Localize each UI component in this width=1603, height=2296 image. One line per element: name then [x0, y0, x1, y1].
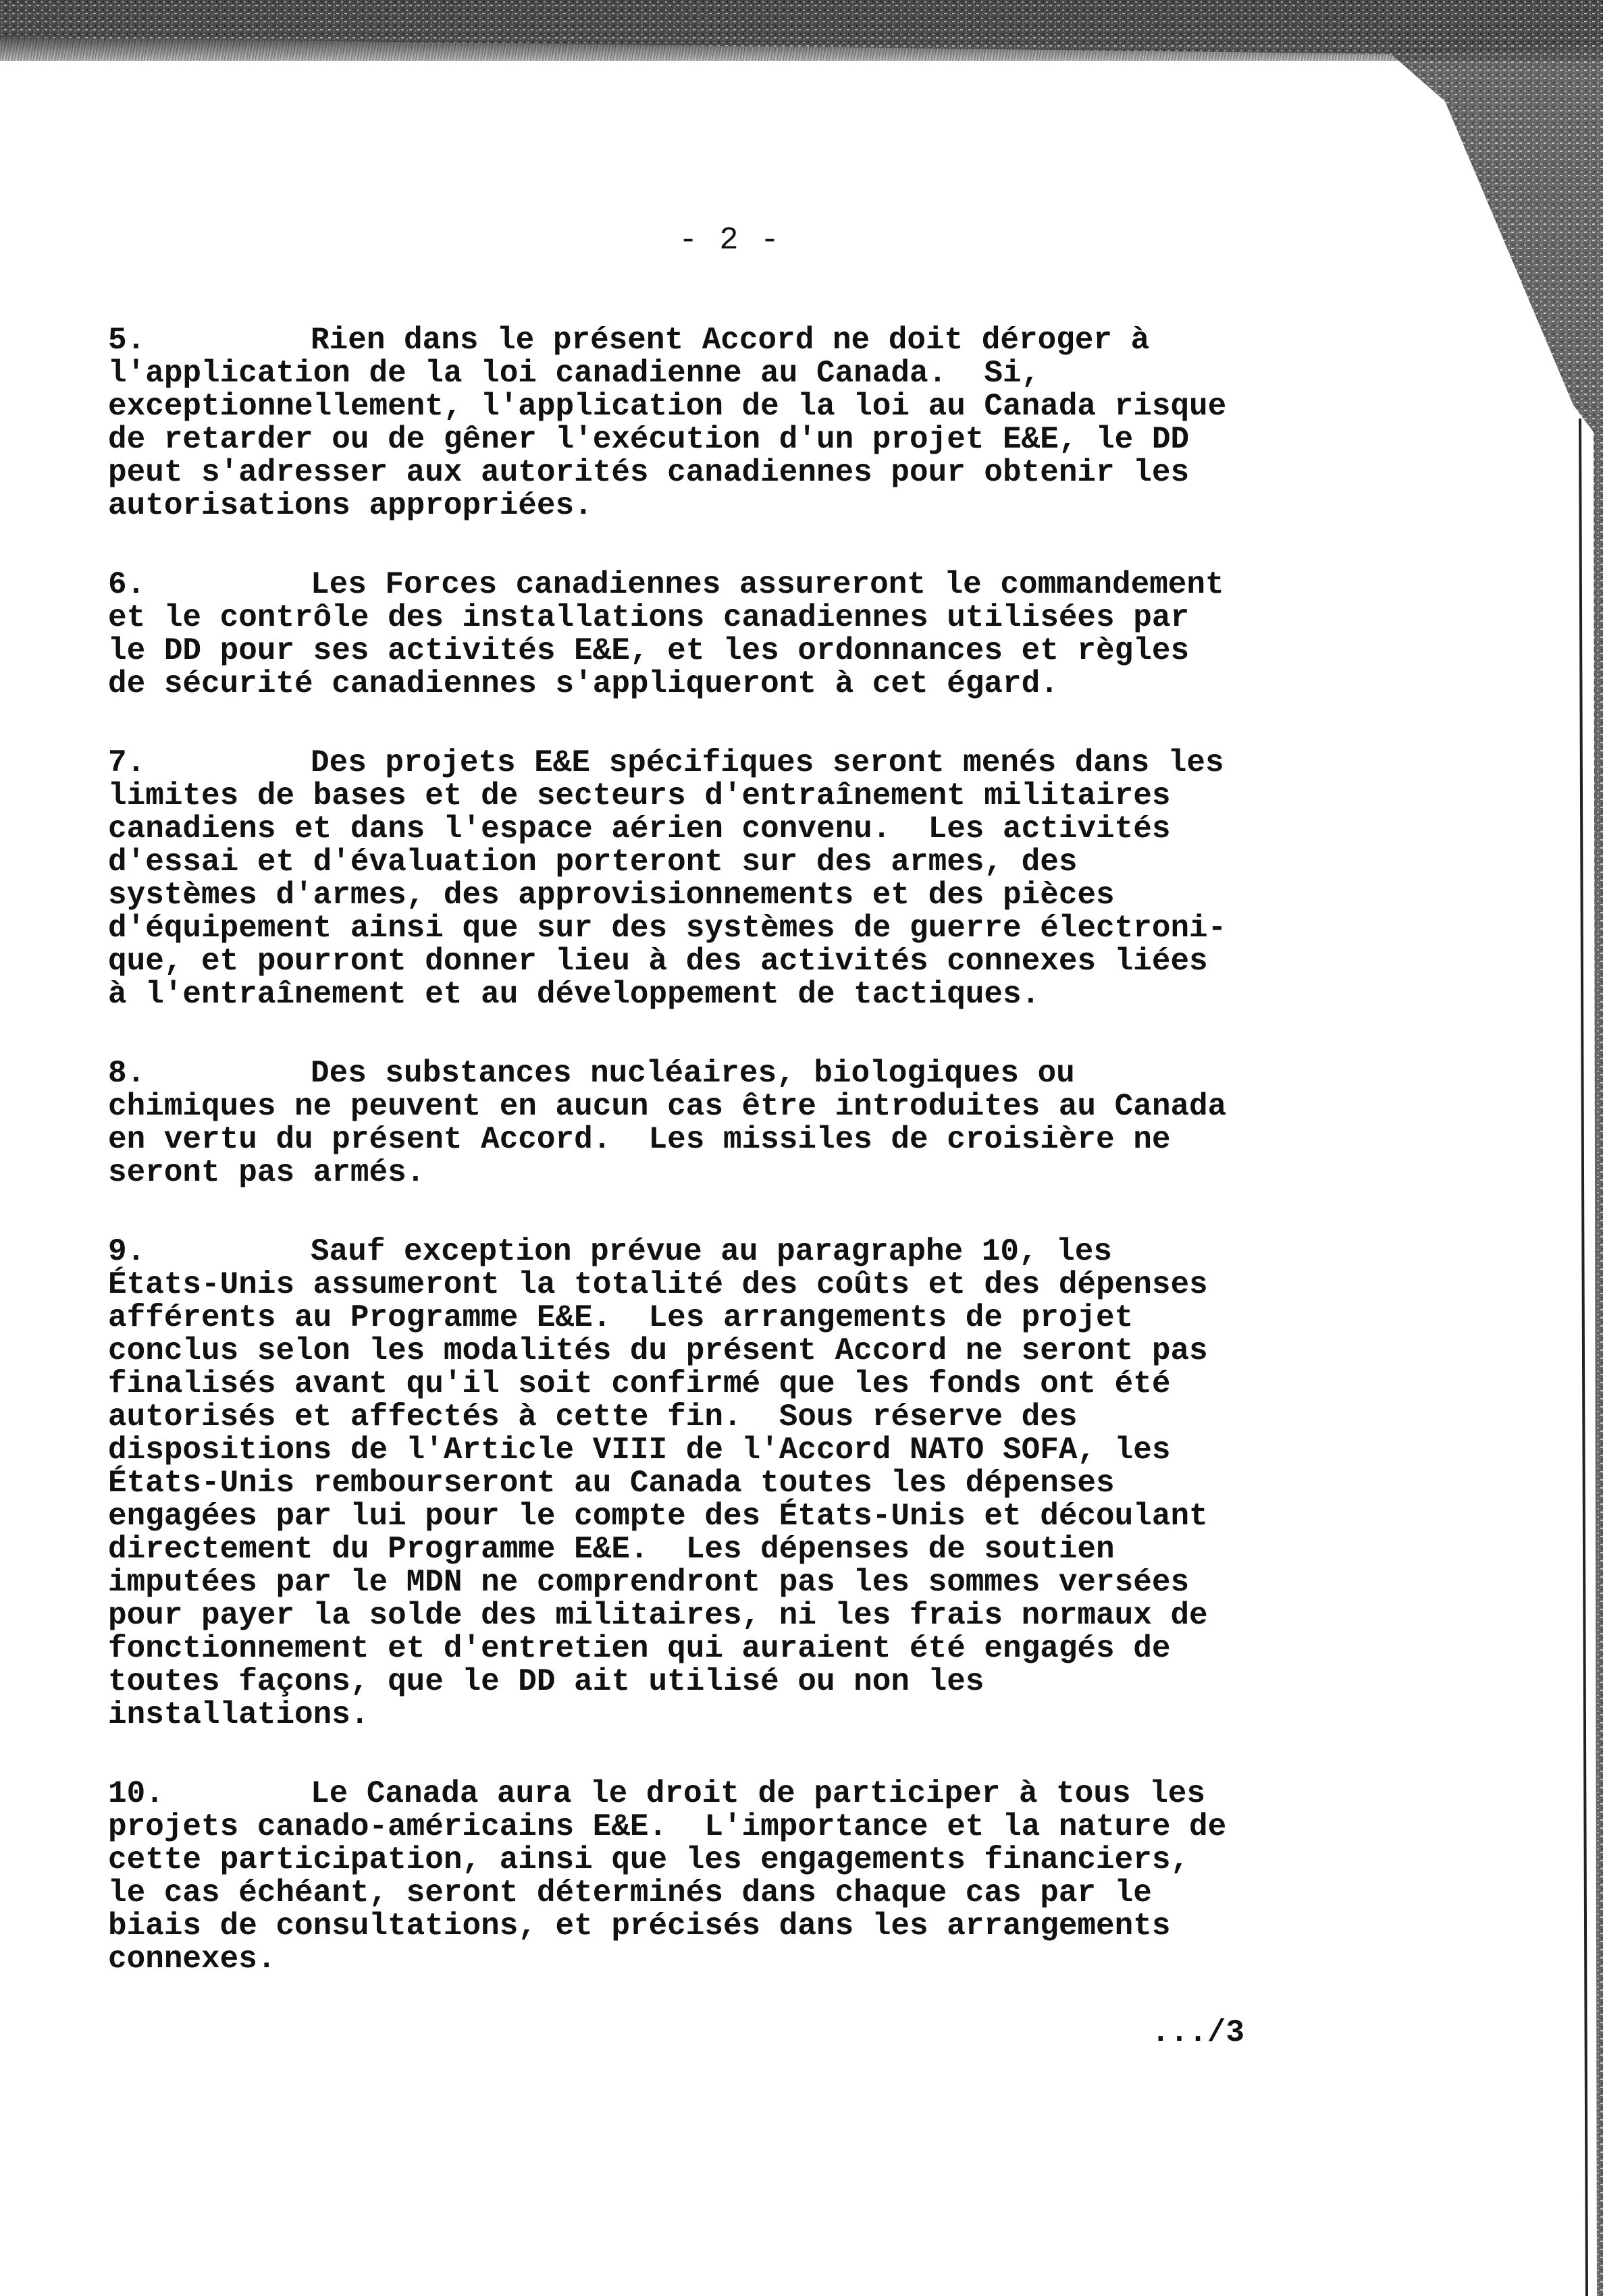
paragraph-line: Des projets E&E spécifiques seront menés dans les	[311, 745, 1224, 780]
paragraph-line: d'équipement ainsi que sur des systèmes de guerre électroni-	[108, 911, 1227, 946]
paragraph-number: 5.	[108, 323, 146, 358]
paragraph-line: Sauf exception prévue au paragraphe 10, les	[311, 1234, 1112, 1269]
paragraph-line: finalisés avant qu'il soit confirmé que les fonds ont été	[108, 1366, 1171, 1401]
paragraph-line: de retarder ou de gêner l'exécution d'un projet E&E, le DD	[108, 422, 1190, 457]
paragraph-line: l'application de la loi canadienne au Canada. Si,	[108, 356, 1041, 391]
paragraph-line: connexes.	[108, 1942, 276, 1977]
paragraph-8	[108, 1057, 1364, 1190]
paragraph-line: États-Unis rembourseront au Canada toutes les dépenses	[108, 1466, 1115, 1501]
paragraph-line: engagées par lui pour le compte des États-Unis et découlant	[108, 1499, 1208, 1534]
paragraph-line: Le Canada aura le droit de participer à tous les	[311, 1776, 1206, 1811]
paragraph-line: limites de bases et de secteurs d'entraînement militaires	[108, 778, 1171, 813]
paragraph-line: d'essai et d'évaluation porteront sur des armes, des	[108, 845, 1078, 880]
paragraph-line: Rien dans le présent Accord ne doit déroger à	[311, 323, 1150, 358]
paragraph-line: imputées par le MDN ne comprendront pas les sommes versées	[108, 1565, 1190, 1600]
paragraph-line: en vertu du présent Accord. Les missiles de croisière ne	[108, 1122, 1171, 1157]
paragraph-line: de sécurité canadiennes s'appliqueront à cet égard.	[108, 666, 1059, 701]
scan-border-top	[0, 0, 1603, 61]
paragraph-number: 10.	[108, 1776, 164, 1811]
paragraph-number: 6.	[108, 567, 146, 602]
paragraph-line: conclus selon les modalités du présent Accord ne seront pas	[108, 1333, 1208, 1368]
paragraph-line: Les Forces canadiennes assureront le commandement	[311, 567, 1224, 602]
paragraph-10	[108, 1778, 1364, 1976]
document-body	[108, 324, 1364, 2022]
paragraph-line: toutes façons, que le DD ait utilisé ou non les	[108, 1664, 984, 1699]
paragraph-line: cette participation, ainsi que les engagements financiers,	[108, 1842, 1190, 1877]
paragraph-line: autorisations appropriées.	[108, 488, 593, 523]
paragraph-line: États-Unis assumeront la totalité des coûts et des dépenses	[108, 1267, 1208, 1302]
paragraph-6	[108, 568, 1364, 701]
paragraph-9	[108, 1235, 1364, 1732]
paragraph-line: que, et pourront donner lieu à des activités connexes liées	[108, 944, 1208, 979]
page-number: - 2 -	[679, 223, 781, 259]
paragraph-line: biais de consultations, et précisés dans les arrangements	[108, 1908, 1171, 1944]
paragraph-line: peut s'adresser aux autorités canadiennes pour obtenir les	[108, 455, 1190, 490]
paragraph-number: 7.	[108, 745, 146, 780]
paragraph-line: Des substances nucléaires, biologiques ou	[311, 1056, 1075, 1091]
paragraph-line: installations.	[108, 1697, 369, 1732]
paragraph-5	[108, 324, 1364, 523]
paragraph-line: à l'entraînement et au développement de tactiques.	[108, 977, 1041, 1012]
paragraph-line: chimiques ne peuvent en aucun cas être introduites au Canada	[108, 1089, 1227, 1124]
continuation-marker: .../3	[1151, 2015, 1245, 2050]
paragraph-line: afférents au Programme E&E. Les arrangements de projet	[108, 1300, 1134, 1335]
paragraph-line: autorisés et affectés à cette fin. Sous réserve des	[108, 1399, 1078, 1435]
paragraph-line: exceptionnellement, l'application de la loi au Canada risque	[108, 389, 1227, 424]
paragraph-line: le DD pour ses activités E&E, et les ordonnances et règles	[108, 633, 1190, 668]
paragraph-line: et le contrôle des installations canadiennes utilisées par	[108, 600, 1190, 635]
paragraph-line: seront pas armés.	[108, 1155, 425, 1190]
paragraph-line: pour payer la solde des militaires, ni les frais normaux de	[108, 1598, 1208, 1633]
paragraph-line: fonctionnement et d'entretien qui auraient été engagés de	[108, 1631, 1171, 1666]
paragraph-number: 9.	[108, 1234, 146, 1269]
paragraph-number: 8.	[108, 1056, 146, 1091]
paragraph-line: systèmes d'armes, des approvisionnements et des pièces	[108, 878, 1115, 913]
paragraph-7	[108, 747, 1364, 1011]
paragraph-line: dispositions de l'Article VIII de l'Accord NATO SOFA, les	[108, 1433, 1171, 1468]
paragraph-line: projets canado-américains E&E. L'importance et la nature de	[108, 1809, 1227, 1844]
paragraph-line: le cas échéant, seront déterminés dans chaque cas par le	[108, 1875, 1152, 1911]
paragraph-line: directement du Programme E&E. Les dépenses de soutien	[108, 1532, 1115, 1567]
paragraph-line: canadiens et dans l'espace aérien convenu. Les activités	[108, 811, 1171, 847]
